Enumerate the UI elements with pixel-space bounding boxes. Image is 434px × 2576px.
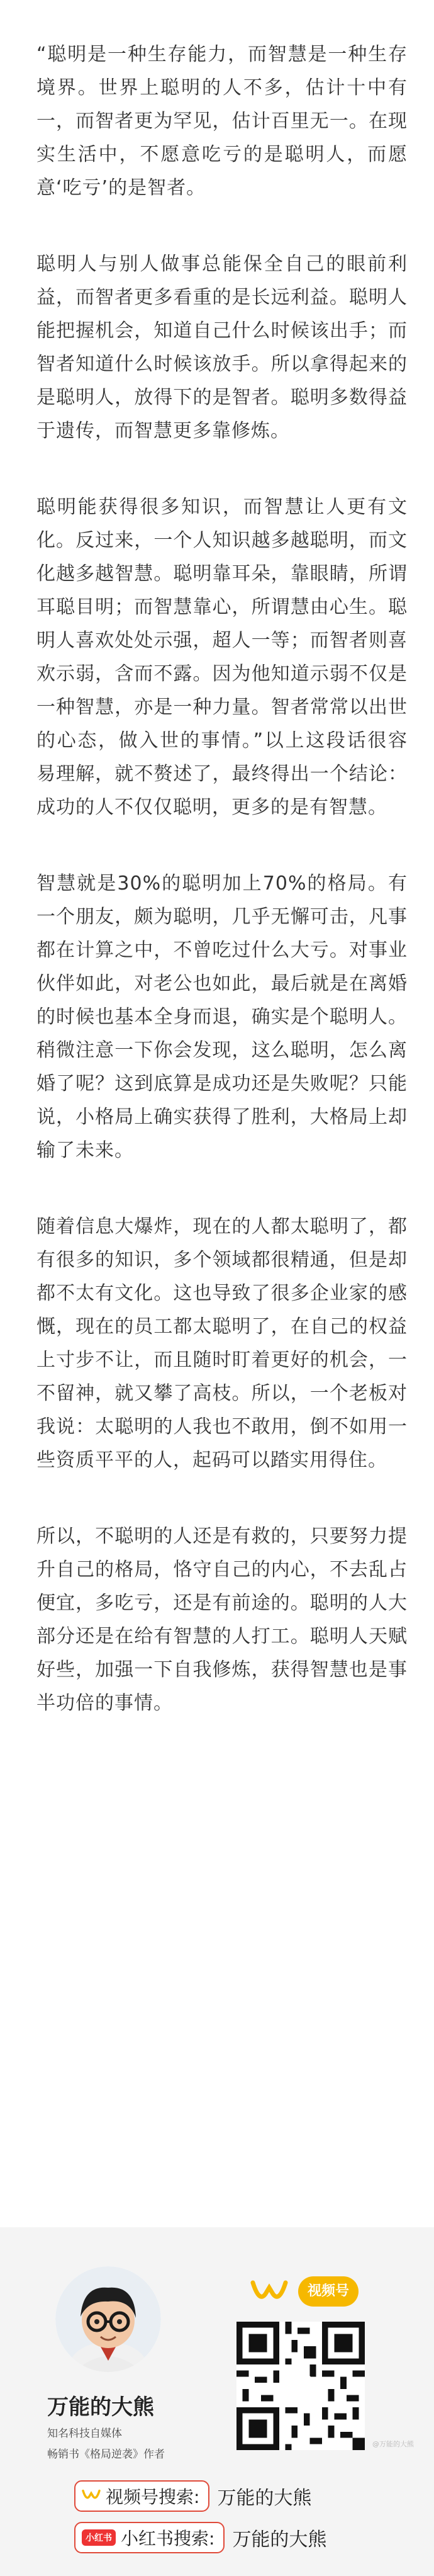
article-paragraph-6: 所以，不聪明的人还是有救的，只要努力提升自己的格局，恪守自己的内心，不去乱占便宜，多吃亏，还是有前途的。聪明的人大部分还是在给有智慧的人打工。聪明人天赋好些，加强一下自我修炼，获得智慧也是事半功倍的事情。 xyxy=(36,1525,408,1714)
article-paragraph-3: 聪明能获得很多知识，而智慧让人更有文化。反过来，一个人知识越多越聪明，而文化越多越智慧。聪明靠耳朵，靠眼睛，所谓耳聪目明；而智慧靠心，所谓慧由心生。聪明人喜欢处处示强，超人一等；而智者则喜欢示弱，含而不露。因为他知道示弱不仅是一种智慧，亦是一种力量。智者常常以出世的心态，做入世的事情。”以上这段话很容易理解，就不赘述了，最终得出一个结论：成功的人不仅仅聪明，更多的是有智慧。 xyxy=(36,496,408,818)
article-paragraph-1: “聪明是一种生存能力，而智慧是一种生存境界。世界上聪明的人不多，估计十中有一，而智者更为罕见，估计百里无一。在现实生活中，不愿意吃亏的是聪明人，而愿意‘吃亏’的是智者。 xyxy=(36,43,408,199)
search-xhs-label: 小红书搜索: xyxy=(121,2528,215,2549)
search-channel-pill[interactable] xyxy=(74,2480,209,2512)
channel-badge[interactable]: 视频号 xyxy=(298,2276,359,2307)
search-channel-label: 视频号搜索: xyxy=(106,2487,200,2507)
author-name: 万能的大熊 xyxy=(47,2395,154,2420)
qr-center-logo-icon xyxy=(290,2375,311,2397)
search-xhs-row xyxy=(74,2521,326,2555)
xhs-logo: 小红书 xyxy=(82,2529,116,2546)
channel-mini-logo-icon xyxy=(82,2488,101,2504)
search-channel-row xyxy=(74,2479,311,2513)
search-channel-value: 万能的大熊 xyxy=(217,2487,312,2509)
qr-watermark: @万能的大熊 xyxy=(372,2440,414,2448)
author-card xyxy=(0,2227,434,2576)
article-paragraph-5: 随着信息大爆炸，现在的人都太聪明了，都有很多的知识，多个领域都很精通，但是却都不太有文化。这也导致了很多企业家的感慨，现在的员工都太聪明了，在自己的权益上寸步不让，而且随时盯着更好的机会，一不留神，就又攀了高枝。所以，一个老板对我说：太聪明的人我也不敢用，倒不如用一些资质平平的人，起码可以踏实用得住。 xyxy=(36,1216,408,1471)
search-xhs-value: 万能的大熊 xyxy=(232,2529,327,2551)
avatar[interactable] xyxy=(55,2266,161,2372)
channel-logo-icon xyxy=(250,2278,288,2309)
article-paragraph-4: 智慧就是30%的聪明加上70%的格局。有一个朋友，颇为聪明，几乎无懈可击，凡事都在计算之中，不曾吃过什么大亏。对事业伙伴如此，对老公也如此，最后就是在离婚的时候也基本全身而退，确实是个聪明人。稍微注意一下你会发现，这么聪明，怎么离婚了呢？这到底算是成功还是失败呢？只能说，小格局上确实获得了胜利，大格局上却输了未来。 xyxy=(36,873,408,1161)
author-subtitle: 知名科技自媒体 xyxy=(47,2427,122,2440)
author-subtitle-book: 畅销书《格局逆袭》作者 xyxy=(47,2448,165,2461)
article-body xyxy=(36,38,408,1763)
article-paragraph-2: 聪明人与别人做事总能保全自己的眼前利益，而智者更多看重的是长远利益。聪明人能把握机会，知道自己什么时候该出手；而智者知道什么时候该放手。所以拿得起来的是聪明人，放得下的是智者。聪明多数得益于遗传，而智慧更多靠修炼。 xyxy=(36,253,408,442)
search-xhs-pill[interactable] xyxy=(74,2522,225,2553)
cartoon-avatar-icon xyxy=(55,2266,161,2372)
